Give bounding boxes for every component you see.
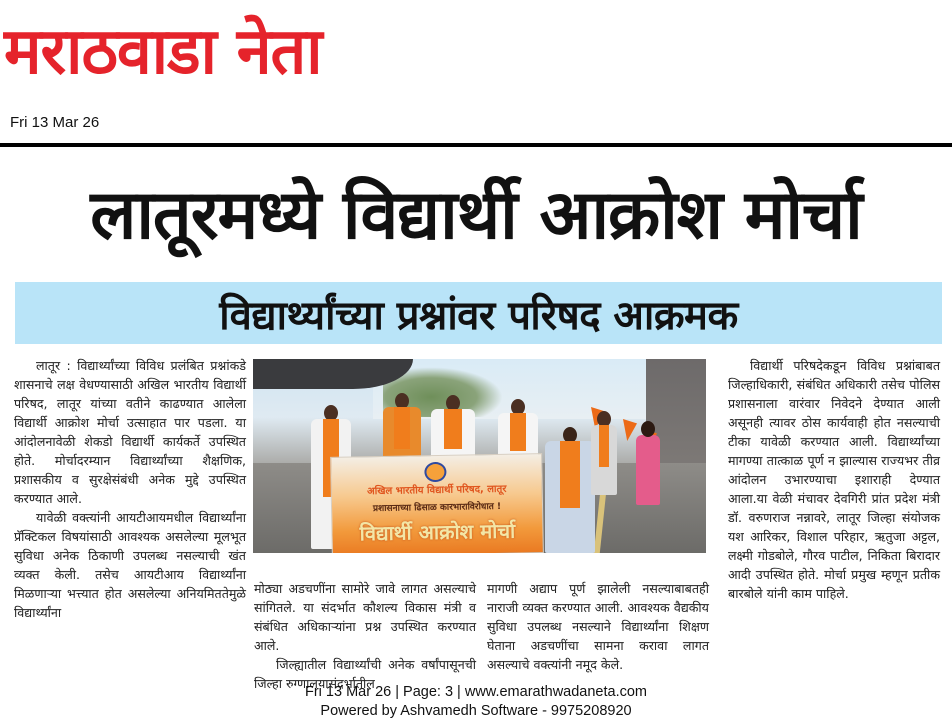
footer-page-info: Fri 13 Mar 26 | Page: 3 | www.emarathwadaneta.com: [305, 684, 647, 700]
footer-credits: Powered by Ashvamedh Software - 9975208920: [320, 703, 632, 719]
article-column-1: [14, 356, 246, 622]
article-headline: लातूरमध्ये विद्यार्थी आक्रोश मोर्चा: [90, 176, 862, 255]
article-paragraph: जिल्ह्यातील विद्यार्थ्यांची अनेक वर्षांपासूनची जिल्हा रुग्णालयासंदर्भातील: [254, 657, 476, 691]
article-photo: [253, 359, 706, 553]
article-paragraph: यावेळी वक्त्यांनी आयटीआयमधील विद्यार्थ्यांना प्रॅक्टिकल विषयांसाठी आवश्यक असलेल्या मूलभूत सुविधा अनेक ठिकाणी उपलब्ध नसल्याची खंत व्यक्त केली. तसेच आयटीआय विद्यार्थ्यांना मिळणाऱ्या भत्त्यात होत असलेल्या अनियमिततेमुळे विद्यार्थ्यांना: [14, 510, 246, 620]
issue-date: Fri 13 Mar 26: [10, 114, 100, 131]
masthead-logo: मराठवाडा नेता: [4, 15, 322, 89]
header-divider: [0, 143, 952, 147]
marcher: [591, 425, 617, 495]
subheadline-band: [15, 282, 942, 344]
article-column-2: [254, 579, 476, 693]
banner-line-2: प्रशासनाच्या ढिसाळ कारभाराविरोधात !: [372, 501, 502, 515]
protest-banner: [330, 453, 544, 553]
article-column-4: [728, 356, 940, 603]
article-subheadline: विद्यार्थ्यांच्या प्रश्नांवर परिषद आक्रमक: [219, 292, 738, 339]
banner-line-3: विद्यार्थी आक्रोश मोर्चा: [359, 518, 516, 546]
article-paragraph: मोठ्या अडचणींना सामोरे जावे लागत असल्याचे सांगितले. या संदर्भात कौशल्य विकास मंत्री व संबंधित अधिकाऱ्यांना प्रश्न उपस्थित करण्यात आले.: [254, 581, 476, 653]
article-paragraph: विद्यार्थी परिषदेकडून विविध प्रश्नांबाबत जिल्हाधिकारी, संबंधित अधिकारी तसेच पोलिस प्रशासनाला वारंवार निवेदने देण्यात आली असूनही त्यावर ठोस कार्यवाही होत नसल्याची टीका यावेळी करण्यात आली. विद्यार्थ्यांच्या मागण्या तात्काळ पूर्ण न झाल्यास राज्यभर तीव्र आंदोलन उभारण्याचा इशाराही देण्यात आला.या वेळी मंचावर देवगिरी प्रांत प्रदेश मंत्री डॉ. वरुणराज नन्नावरे, लातूर जिल्हा संयोजक यश आरिकर, विशाल परिहार, ऋतुजा अट्टल, लक्ष्मी गोडबोले, गौरव पाटील, निकिता बिरादार आदी उपस्थित होते. मोर्चा प्रमुख म्हणून प्रतीक बारबोले यांनी काम पाहिले.: [728, 358, 940, 601]
article-paragraph: मागणी अद्याप पूर्ण झालेली नसल्याबाबतही नाराजी व्यक्त करण्यात आली. आवश्यक वैद्यकीय सुविधा उपलब्ध नसल्याने विद्यार्थ्यांना शिक्षण घेताना अडचणींचा सामना करावा लागत असल्याचे वक्त्यांनी नमूद केले.: [487, 581, 709, 672]
abvp-emblem-icon: [424, 462, 446, 482]
banner-line-1: अखिल भारतीय विद्यार्थी परिषद, लातूर: [366, 483, 507, 498]
article-paragraph: लातूर : विद्यार्थ्यांच्या विविध प्रलंबित प्रश्नांकडे शासनाचे लक्ष वेधण्यासाठी अखिल भारतीय विद्यार्थी परिषद, लातूर यांच्या वतीने काढण्यात आलेला विद्यार्थी आक्रोश मोर्चा उत्साहात पार पडला. या आंदोलनावेळी शेकडो विद्यार्थी कार्यकर्ते उपस्थित होते. मोर्चादरम्यान विद्यार्थ्यांच्या शैक्षणिक, प्रशासकीय व सुरक्षेसंबंधी अनेक मुद्दे उपस्थित करण्यात आले.: [14, 358, 246, 506]
flag-icon: [623, 419, 637, 441]
marcher: [545, 441, 595, 553]
article-column-3: [487, 579, 709, 674]
bystander: [636, 435, 660, 505]
page-footer: [0, 683, 952, 721]
